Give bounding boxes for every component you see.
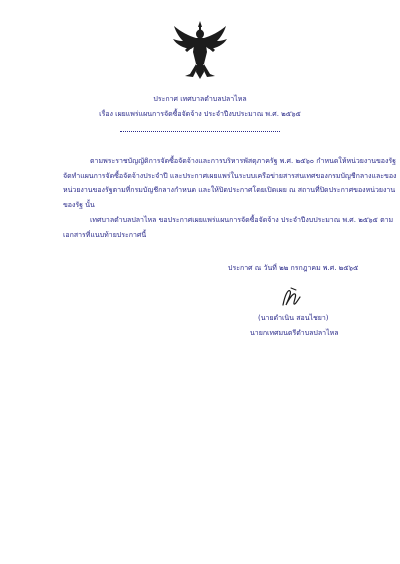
announcement-header: ประกาศ เทศบาลตำบลปลาไหล <box>153 95 247 103</box>
signature-icon <box>279 285 303 309</box>
paragraph1-line1: ตามพระราชบัญญัติการจัดซื้อจัดจ้างและการบริหารพัสดุภาครัฐ พ.ศ. ๒๕๖๐ กำหนดให้หน่วยงานของรัฐ <box>90 157 397 165</box>
date-line: ประกาศ ณ วันที่ ๒๒ กรกฎาคม พ.ศ. ๒๕๖๕ <box>228 264 359 272</box>
signatory-title: นายกเทศมนตรีตำบลปลาไหล <box>250 329 339 337</box>
paragraph2-line1: เทศบาลตำบลปลาไหล ขอประกาศเผยแพร่แผนการจัดซื้อจัดจ้าง ประจำปีงบประมาณ พ.ศ. ๒๕๖๕ ตาม <box>90 216 394 224</box>
separator-dotted-line <box>120 131 280 132</box>
paragraph1-line2: จัดทำแผนการจัดซื้อจัดจ้างประจำปี และประกาศเผยแพร่ในระบบเครือข่ายสารสนเทศของกรมบัญชีกลางและของ <box>63 172 397 180</box>
paragraph2-line2: เอกสารที่แนบท้ายประกาศนี้ <box>63 231 147 239</box>
announcement-subject: เรื่อง เผยแพร่แผนการจัดซื้อจัดจ้าง ประจำปีงบประมาณ พ.ศ. ๒๕๖๕ <box>99 110 301 118</box>
paragraph1-line4: ของรัฐ นั้น <box>63 201 95 209</box>
signatory-name: (นายดำเนิน สอนไชยา) <box>258 314 329 322</box>
paragraph1-line3: หน่วยงานของรัฐตามที่กรมบัญชีกลางกำหนด และให้ปิดประกาศโดยเปิดเผย ณ สถานที่ปิดประกาศของหน่วยงาน <box>63 186 396 194</box>
garuda-emblem-icon <box>171 20 229 82</box>
